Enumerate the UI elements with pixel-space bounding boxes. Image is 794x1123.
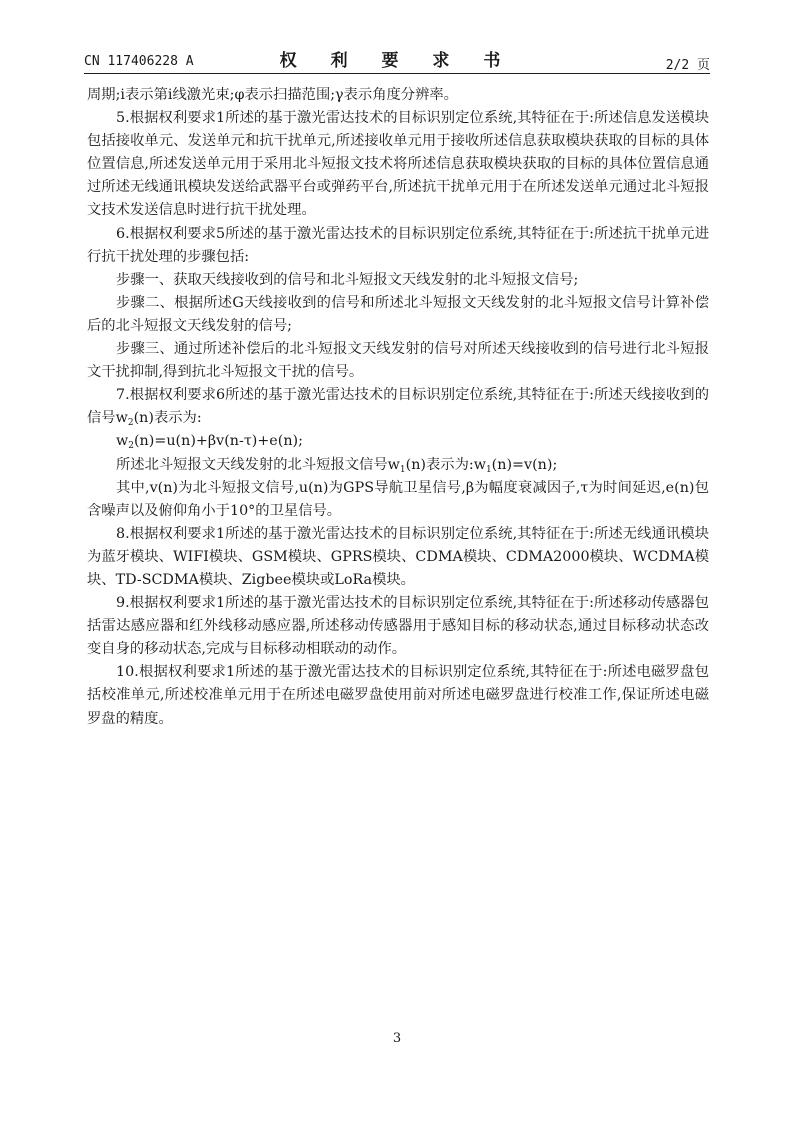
patent-number: CN 117406228 A xyxy=(84,54,194,69)
claim-7-text: 7.根据权利要求6所述的基于激光雷达技术的目标识别定位系统,其特征在于:所述天线接收到的信号w xyxy=(87,387,709,427)
claim-9: 9.根据权利要求1所述的基于激光雷达技术的目标识别定位系统,其特征在于:所述移动传感器包括雷达感应器和红外线移动感应器,所述移动传感器用于感知目标的移动状态,通过目标移动状态改变自身的移动状态,完成与目标移动相联动的动作。 xyxy=(87,595,709,658)
claim-6: 6.根据权利要求5所述的基于激光雷达技术的目标识别定位系统,其特征在于:所述抗干扰单元进行抗干扰处理的步骤包括: xyxy=(87,225,709,265)
claim-6-step-1: 步骤一、获取天线接收到的信号和北斗短报文天线发射的北斗短报文信号; xyxy=(116,271,579,288)
subscript: 2 xyxy=(128,441,134,452)
claim-continuation: 周期;i表示第i线激光束;φ表示扫描范围;γ表示角度分辨率。 xyxy=(87,87,458,103)
page-number: 3 xyxy=(392,1031,402,1046)
page-header xyxy=(84,52,710,72)
formula-w1-mid: (n)表示为:w xyxy=(405,456,486,473)
claims-body xyxy=(87,84,709,731)
formula-w1 xyxy=(87,454,709,477)
document-title: 权 利 要 求 书 xyxy=(279,51,515,71)
claim-7-text-end: (n)表示为: xyxy=(133,410,202,427)
claim-8: 8.根据权利要求1所述的基于激光雷达技术的目标识别定位系统,其特征在于:所述无线通讯模块为蓝牙模块、WIFI模块、GSM模块、GPRS模块、CDMA模块、CDMA2000模块、WCDMA模块、TD-SCDMA模块、Zigbee模块或LoRa模块。 xyxy=(87,525,709,588)
subscript: 1 xyxy=(399,464,406,475)
formula-w2 xyxy=(87,430,709,453)
formula-text: w xyxy=(116,433,129,450)
page-reference: 2/2 页 xyxy=(665,58,710,73)
formula-w1-text: 所述北斗短报文天线发射的北斗短报文信号w xyxy=(116,456,400,473)
claim-10: 10.根据权利要求1所述的基于激光雷达技术的目标识别定位系统,其特征在于:所述电磁罗盘包括校准单元,所述校准单元用于在所述电磁罗盘使用前对所述电磁罗盘进行校准工作,保证所述电磁罗盘的精度。 xyxy=(87,664,709,727)
formula-text-end: (n)=u(n)+βv(n-τ)+e(n); xyxy=(133,433,303,450)
formula-w1-end: (n)=v(n); xyxy=(491,456,558,473)
subscript: 1 xyxy=(485,464,492,475)
subscript: 2 xyxy=(127,418,134,429)
header-divider xyxy=(84,73,710,74)
claim-6-step-2: 步骤二、根据所述G天线接收到的信号和所述北斗短报文天线发射的北斗短报文信号计算补偿后的北斗短报文天线发射的信号; xyxy=(87,294,709,334)
claim-7 xyxy=(87,384,709,430)
claim-5: 5.根据权利要求1所述的基于激光雷达技术的目标识别定位系统,其特征在于:所述信息发送模块包括接收单元、发送单元和抗干扰单元,所述接收单元用于接收所述信息获取模块获取的目标的具体位置信息,所述发送单元用于采用北斗短报文技术将所述信息获取模块获取的目标的具体位置信息通过所述无线通讯模块发送给武器平台或弹药平台,所述抗干扰单元用于在所述发送单元通过北斗短报文技术发送信息时进行抗干扰处理。 xyxy=(87,110,709,219)
variable-definitions: 其中,v(n)为北斗短报文信号,u(n)为GPS导航卫星信号,β为幅度衰减因子,τ为时间延迟,e(n)包含噪声以及俯仰角小于10°的卫星信号。 xyxy=(87,479,709,519)
claim-6-step-3: 步骤三、通过所述补偿后的北斗短报文天线发射的信号对所述天线接收到的信号进行北斗短报文干扰抑制,得到抗北斗短报文干扰的信号。 xyxy=(87,341,709,381)
